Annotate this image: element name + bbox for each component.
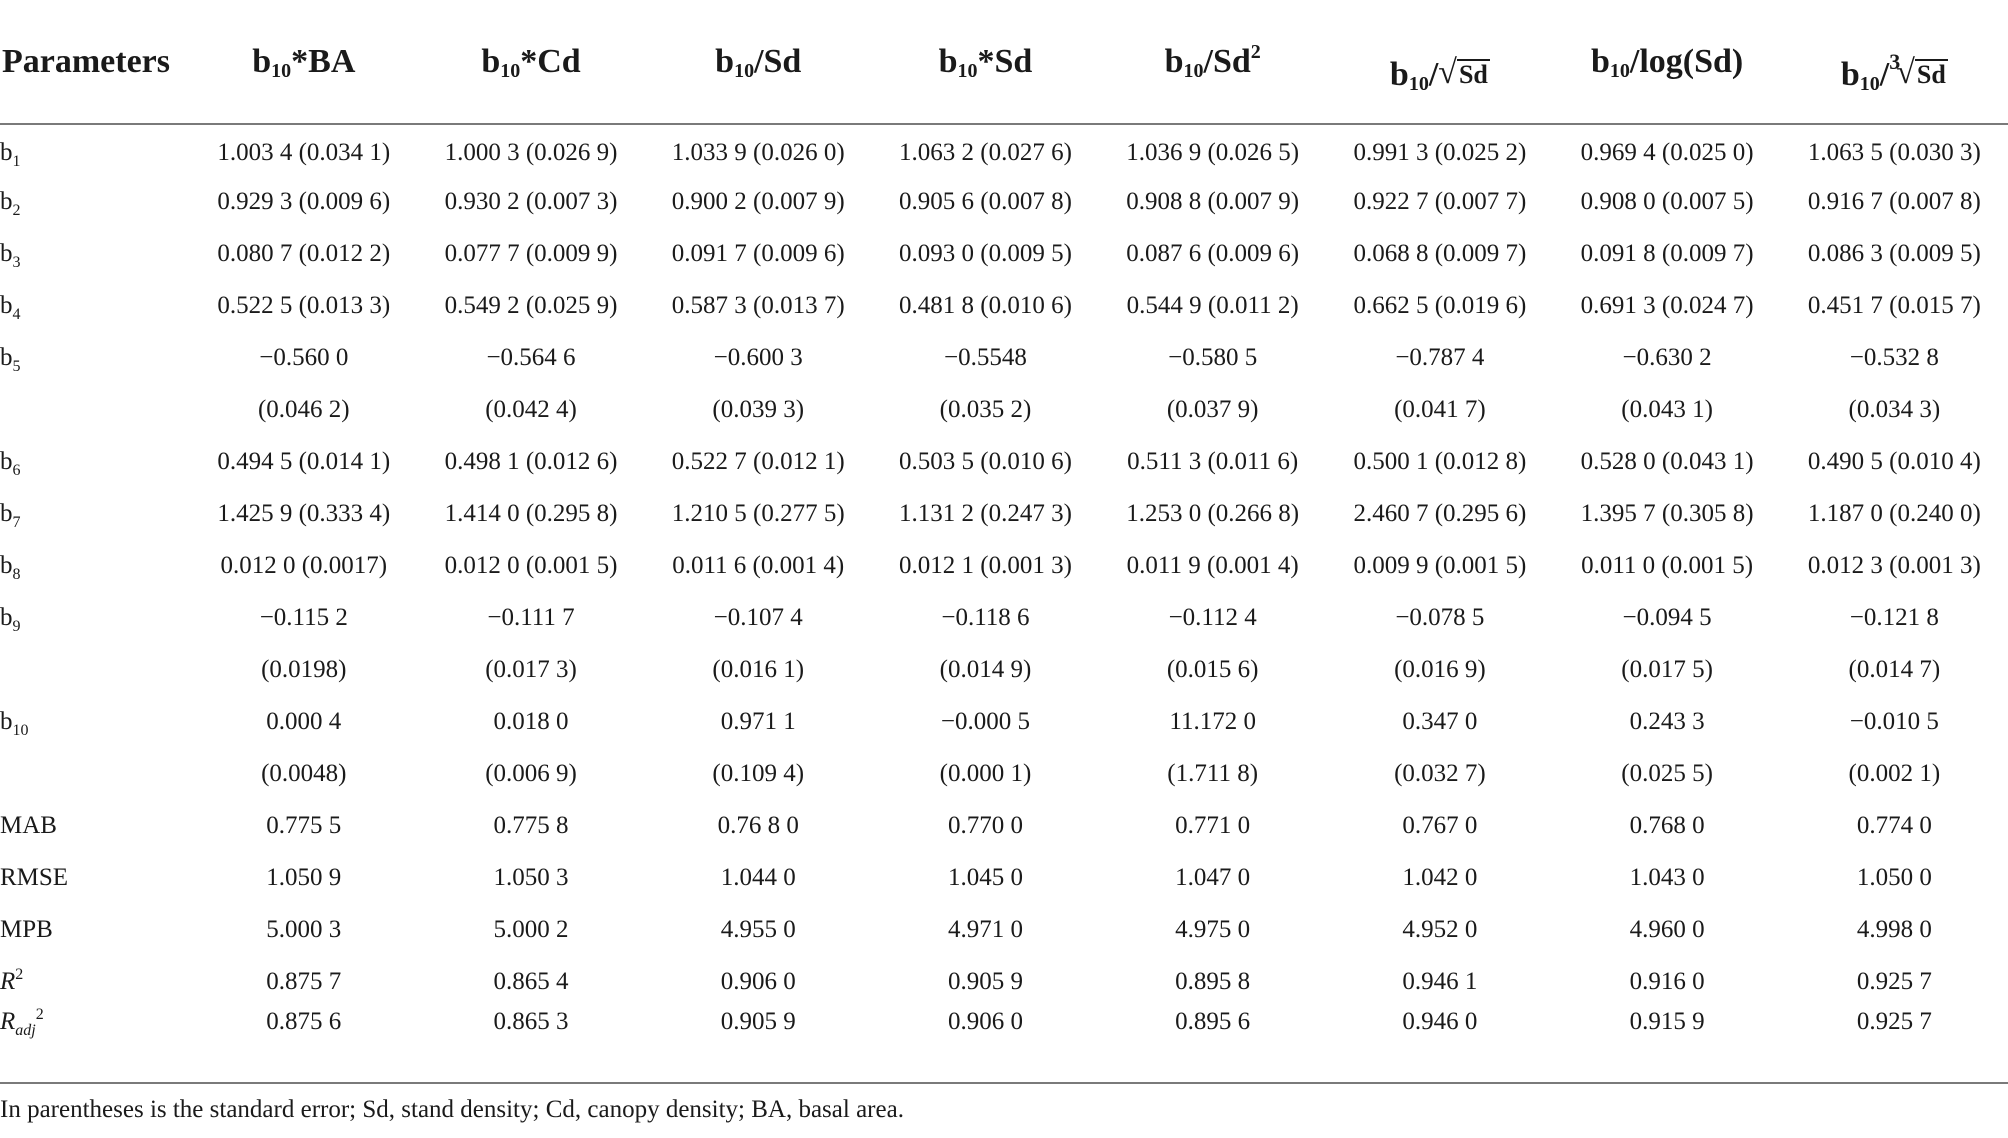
table-cell: 1.131 2 (0.247 3): [899, 500, 1072, 527]
table-cell: 1.036 9 (0.026 5): [1126, 138, 1300, 166]
table-cell: 0.915 9: [1629, 1008, 1705, 1035]
table-footnote: In parentheses is the standard error; Sd, stand density; Cd, canopy density; BA, basal area.: [0, 1082, 2008, 1124]
table-cell: 0.549 2 (0.025 9): [444, 292, 618, 319]
table-cell: −0.121 8: [1849, 604, 1939, 631]
table-cell: (0.032 7): [1394, 760, 1486, 787]
table-cell: −0.560 0: [259, 344, 349, 371]
row-label: [0, 748, 190, 800]
table-cell: 0.522 5 (0.013 3): [217, 292, 391, 319]
table-cell: (0.015 6): [1166, 656, 1259, 683]
table-cell: (0.017 3): [485, 656, 577, 683]
table-cell: (0.006 9): [485, 760, 577, 787]
table-cell: 0.490 5 (0.010 4): [1807, 448, 1981, 475]
table-cell: −0.000 5: [940, 708, 1030, 735]
table-cell: 0.011 6 (0.001 4): [672, 552, 845, 579]
table-cell: 0.086 3 (0.009 5): [1807, 240, 1981, 267]
table-cell: −0.564 6: [486, 344, 576, 371]
table-cell: (0.043 1): [1621, 396, 1713, 423]
table-cell: 1.047 0: [1175, 864, 1251, 891]
table-cell: 0.087 6 (0.009 6): [1126, 240, 1300, 267]
table-cell: 0.511 3 (0.011 6): [1127, 448, 1299, 475]
table-cell: 1.033 9 (0.026 0): [671, 138, 845, 166]
table-row: [0, 592, 2008, 644]
table-cell: 0.091 8 (0.009 7): [1580, 240, 1754, 267]
table-cell: 0.093 0 (0.009 5): [899, 240, 1072, 267]
row-label: MPB: [0, 916, 53, 943]
table-cell: (0.016 9): [1394, 656, 1486, 683]
cube-root-symbol: $^3$√Sd: [1889, 48, 1946, 91]
table-cell: 0.012 0 (0.0017): [220, 552, 388, 579]
table-cell: 1.044 0: [720, 864, 796, 891]
table-cell: 0.930 2 (0.007 3): [444, 188, 618, 215]
table-row: [0, 384, 2008, 436]
row-label: $b_3$: [0, 240, 21, 271]
table-cell: (0.014 9): [939, 656, 1032, 683]
table-row: [0, 332, 2008, 384]
row-label: $b_1$: [0, 138, 21, 170]
table-cell: 4.955 0: [720, 916, 796, 943]
table-cell: (0.041 7): [1394, 396, 1486, 423]
table-cell: 0.908 0 (0.007 5): [1580, 188, 1754, 215]
table-cell: 11.172 0: [1169, 708, 1256, 735]
table-row: [0, 852, 2008, 904]
table-row: [0, 1008, 2008, 1060]
table-cell: −0.580 5: [1168, 344, 1258, 371]
row-label: $b_8$: [0, 552, 21, 583]
table-cell: (1.711 8): [1167, 760, 1259, 787]
table-cell: 0.481 8 (0.010 6): [899, 292, 1072, 319]
table-row: [0, 748, 2008, 800]
table-cell: −0.107 4: [713, 604, 803, 631]
table-cell: −0.094 5: [1622, 604, 1712, 631]
table-cell: 0.991 3 (0.025 2): [1353, 138, 1527, 166]
table-cell: 5.000 2: [493, 916, 569, 943]
header-row: [0, 0, 2008, 124]
header-b10-div-sd-squared: $b_{10}/Sd^2$: [1099, 0, 1326, 124]
table-cell: 4.960 0: [1629, 916, 1705, 943]
table-cell: 4.975 0: [1175, 916, 1251, 943]
row-label: $b_{10}$: [0, 708, 29, 739]
table-cell: 0.922 7 (0.007 7): [1353, 188, 1527, 215]
table-cell: (0.046 2): [257, 396, 350, 423]
table-cell: 1.043 0: [1629, 864, 1705, 891]
table-cell: 0.770 0: [947, 812, 1023, 839]
table-cell: 0.012 0 (0.001 5): [444, 552, 618, 579]
table-cell: 0.925 7: [1856, 1008, 1932, 1035]
table-cell: −0.5548: [944, 344, 1027, 371]
header-b10-div-sd: $b_{10}/Sd$: [645, 0, 872, 124]
table-cell: 0.906 0: [720, 968, 796, 995]
table-cell: 0.011 0 (0.001 5): [1581, 552, 1754, 579]
table-body: [0, 124, 2008, 1060]
table-cell: 1.414 0 (0.295 8): [444, 500, 618, 527]
table-cell: −0.118 6: [941, 604, 1030, 631]
table-cell: (0.037 9): [1166, 396, 1259, 423]
row-label: RMSE: [0, 864, 69, 891]
table-cell: 0.875 7: [266, 968, 342, 995]
table-cell: 0.895 8: [1175, 968, 1251, 995]
table-cell: 0.946 1: [1402, 968, 1478, 995]
table-cell: (0.042 4): [485, 396, 577, 423]
table-cell: 0.905 9: [947, 968, 1023, 995]
table-cell: 0.895 6: [1175, 1008, 1251, 1035]
table-cell: 0.077 7 (0.009 9): [444, 240, 618, 267]
table-cell: 0.009 9 (0.001 5): [1353, 552, 1527, 579]
table-row: [0, 800, 2008, 852]
header-b10-div-sqrt-sd: $b_{10}/√Sd$: [1326, 0, 1553, 124]
table-row: [0, 644, 2008, 696]
table-row: [0, 904, 2008, 956]
table-cell: 1.045 0: [947, 864, 1023, 891]
table-cell: (0.017 5): [1621, 656, 1713, 683]
table-cell: 0.775 5: [266, 812, 342, 839]
table-cell: 0.767 0: [1402, 812, 1478, 839]
row-label: $b_2$: [0, 188, 21, 219]
table-row: [0, 956, 2008, 1008]
table-cell: 0.774 0: [1856, 812, 1932, 839]
table-cell: 0.243 3: [1629, 708, 1705, 735]
table-cell: (0.014 7): [1848, 656, 1941, 683]
table-cell: 4.952 0: [1402, 916, 1478, 943]
header-b10-div-log-sd: $b_{10}/\log(Sd)$: [1554, 0, 1781, 124]
row-label: [0, 644, 190, 696]
table-cell: 0.091 7 (0.009 6): [671, 240, 845, 267]
table-cell: 0.503 5 (0.010 6): [899, 448, 1072, 475]
table-cell: (0.109 4): [712, 760, 805, 787]
table-cell: 1.050 3: [493, 864, 569, 891]
table-cell: 1.210 5 (0.277 5): [671, 500, 845, 527]
table-cell: 0.946 0: [1402, 1008, 1478, 1035]
table-cell: 0.498 1 (0.012 6): [444, 448, 618, 475]
table-cell: −0.078 5: [1395, 604, 1485, 631]
row-label: $b_5$: [0, 344, 21, 375]
table-cell: 0.080 7 (0.012 2): [217, 240, 391, 267]
table-cell: 1.063 5 (0.030 3): [1807, 138, 1981, 166]
table-cell: −0.630 2: [1622, 344, 1712, 371]
table-cell: 1.253 0 (0.266 8): [1126, 500, 1300, 527]
row-label: $b_4$: [0, 292, 21, 323]
table-cell: 1.425 9 (0.333 4): [217, 500, 391, 527]
table-row: [0, 436, 2008, 488]
table-cell: 0.929 3 (0.009 6): [217, 188, 391, 215]
table-cell: 1.050 0: [1856, 864, 1932, 891]
table-cell: (0.0048): [261, 760, 347, 787]
table-cell: (0.0198): [261, 656, 347, 683]
table-cell: 0.906 0: [947, 1008, 1023, 1035]
table-cell: 0.494 5 (0.014 1): [217, 448, 391, 475]
table-cell: 1.187 0 (0.240 0): [1807, 500, 1981, 527]
table-cell: −0.111 7: [487, 604, 575, 631]
table-cell: −0.010 5: [1849, 708, 1939, 735]
table-cell: 0.662 5 (0.019 6): [1353, 292, 1527, 319]
table-cell: (0.025 5): [1621, 760, 1713, 787]
table-cell: 0.916 0: [1629, 968, 1705, 995]
table-cell: −0.787 4: [1395, 344, 1485, 371]
row-label: $b_9$: [0, 604, 21, 635]
table-cell: 0.875 6: [266, 1008, 342, 1035]
table-cell: (0.034 3): [1848, 396, 1941, 423]
table-cell: 2.460 7 (0.295 6): [1353, 500, 1527, 527]
table-cell: −0.532 8: [1849, 344, 1939, 371]
table-row: [0, 540, 2008, 592]
table-cell: 0.012 3 (0.001 3): [1807, 552, 1981, 579]
row-label: $R^2$: [0, 966, 24, 995]
table-cell: 0.347 0: [1402, 708, 1478, 735]
table-cell: 0.900 2 (0.007 9): [671, 188, 845, 215]
table-cell: 0.068 8 (0.009 7): [1353, 240, 1527, 267]
table-cell: 1.050 9: [266, 864, 342, 891]
table-cell: 0.905 6 (0.007 8): [899, 188, 1072, 215]
table-cell: −0.115 2: [259, 604, 348, 631]
table-cell: 0.916 7 (0.007 8): [1807, 188, 1981, 215]
header-parameters: Parameters: [0, 0, 190, 124]
table-cell: 0.905 9: [720, 1008, 796, 1035]
table-cell: 0.925 7: [1856, 968, 1932, 995]
table-cell: 0.544 9 (0.011 2): [1126, 292, 1299, 319]
table-cell: (0.002 1): [1848, 760, 1941, 787]
table-cell: −0.600 3: [713, 344, 803, 371]
table-cell: 0.768 0: [1629, 812, 1705, 839]
row-label: MAB: [0, 812, 57, 839]
table-cell: 1.042 0: [1402, 864, 1478, 891]
table-cell: 4.998 0: [1856, 916, 1932, 943]
row-label: $b_7$: [0, 500, 21, 531]
table-cell: 1.063 2 (0.027 6): [899, 138, 1072, 166]
table-cell: 0.012 1 (0.001 3): [899, 552, 1072, 579]
table-row: [0, 228, 2008, 280]
table-row: [0, 176, 2008, 228]
table-cell: 0.775 8: [493, 812, 569, 839]
table-cell: 0.771 0: [1175, 812, 1251, 839]
table-cell: (0.039 3): [712, 396, 805, 423]
table-cell: 0.011 9 (0.001 4): [1126, 552, 1299, 579]
header-b10-ba: $b_{10}*BA$: [190, 0, 417, 124]
table-cell: 0.969 4 (0.025 0): [1580, 138, 1754, 166]
table-row: [0, 124, 2008, 176]
square-root-symbol: √Sd: [1438, 53, 1488, 91]
table-cell: 0.691 3 (0.024 7): [1580, 292, 1754, 319]
table-cell: 4.971 0: [947, 916, 1023, 943]
table-cell: 0.528 0 (0.043 1): [1580, 448, 1754, 475]
header-b10-cd: $b_{10}*Cd$: [417, 0, 644, 124]
table-cell: −0.112 4: [1168, 604, 1257, 631]
table-row: [0, 488, 2008, 540]
table-cell: 0.000 4: [266, 708, 342, 735]
table-cell: 1.395 7 (0.305 8): [1580, 500, 1754, 527]
table-cell: 0.587 3 (0.013 7): [671, 292, 845, 319]
table-row: [0, 696, 2008, 748]
table-cell: (0.000 1): [939, 760, 1032, 787]
table-cell: 1.003 4 (0.034 1): [217, 138, 391, 166]
table-cell: 1.000 3 (0.026 9): [444, 138, 618, 166]
table-cell: 0.500 1 (0.012 8): [1353, 448, 1527, 475]
table-cell: 0.865 3: [493, 1008, 569, 1035]
header-b10-times-sd: $b_{10}*Sd$: [872, 0, 1099, 124]
table-cell: 5.000 3: [266, 916, 342, 943]
table-cell: 0.451 7 (0.015 7): [1807, 292, 1981, 319]
table-cell: 0.908 8 (0.007 9): [1126, 188, 1300, 215]
row-label: $R_{adj}^2$: [0, 1006, 44, 1039]
table-cell: 0.76 8 0: [717, 812, 799, 839]
table-cell: 0.865 4: [493, 968, 569, 995]
table-cell: (0.016 1): [712, 656, 805, 683]
table-cell: 0.018 0: [493, 708, 569, 735]
row-label: [0, 384, 190, 436]
row-label: $b_6$: [0, 448, 21, 479]
table-cell: (0.035 2): [939, 396, 1032, 423]
table-cell: 0.971 1: [720, 708, 796, 735]
table-row: [0, 280, 2008, 332]
header-b10-div-cbrt-sd: $b_{10}/^3√Sd$: [1781, 0, 2008, 124]
table-cell: 0.522 7 (0.012 1): [671, 448, 845, 475]
